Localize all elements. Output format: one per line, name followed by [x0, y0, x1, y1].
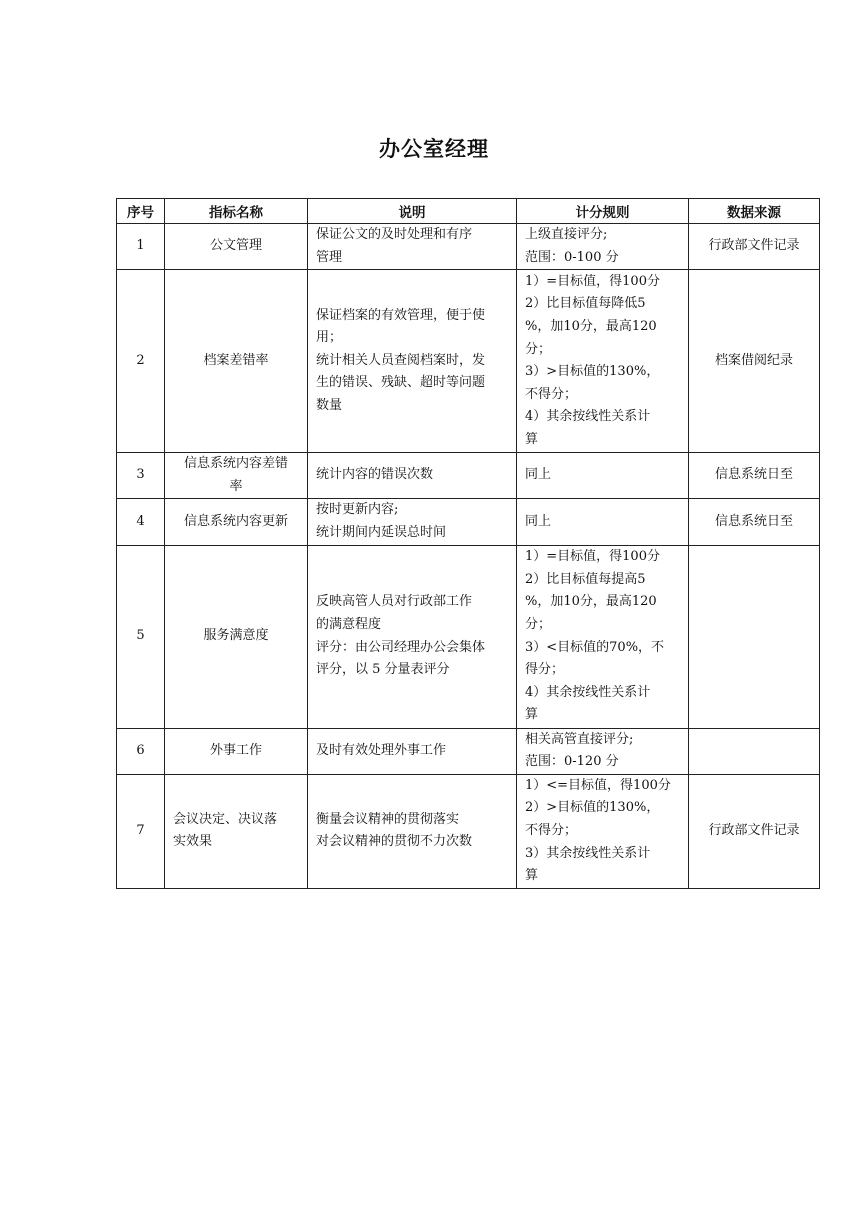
row-scoring-rule: 相关高管直接评分; 范围：0-120 分	[517, 728, 689, 774]
row-scoring-rule: 1）<=目标值，得100分 2）>目标值的130%， 不得分； 3）其余按线性关系计 算	[517, 774, 689, 888]
row-data-source	[689, 728, 820, 774]
row-no: 2	[117, 270, 165, 453]
row-no: 3	[117, 453, 165, 499]
kpi-table	[116, 198, 820, 889]
row-no: 7	[117, 774, 165, 888]
header-name: 指标名称	[165, 199, 308, 224]
row-name: 档案差错率	[165, 270, 308, 453]
table-row	[117, 499, 820, 545]
row-scoring-rule: 上级直接评分; 范围：0-100 分	[517, 224, 689, 270]
row-name: 会议决定、决议落 实效果	[165, 774, 308, 888]
page-title: 办公室经理	[379, 137, 489, 161]
row-description: 保证公文的及时处理和有序 管理	[308, 224, 517, 270]
row-data-source: 行政部文件记录	[689, 224, 820, 270]
table-row	[117, 774, 820, 888]
table-row	[117, 224, 820, 270]
row-no: 5	[117, 545, 165, 728]
row-scoring-rule: 1）=目标值，得100分 2）比目标值每提高5 %，加10分，最高120 分； 3）<目标值的70%，不 得分； 4）其余按线性关系计 算	[517, 545, 689, 728]
row-name: 信息系统内容差错 率	[165, 453, 308, 499]
row-description: 统计内容的错误次数	[308, 453, 517, 499]
header-no: 序号	[117, 199, 165, 224]
row-description: 按时更新内容; 统计期间内延误总时间	[308, 499, 517, 545]
row-scoring-rule: 同上	[517, 453, 689, 499]
row-description: 及时有效处理外事工作	[308, 728, 517, 774]
row-name: 外事工作	[165, 728, 308, 774]
table-row	[117, 728, 820, 774]
table-row	[117, 545, 820, 728]
row-name: 信息系统内容更新	[165, 499, 308, 545]
row-data-source: 信息系统日至	[689, 499, 820, 545]
row-scoring-rule: 同上	[517, 499, 689, 545]
row-data-source: 档案借阅纪录	[689, 270, 820, 453]
row-description: 反映高管人员对行政部工作 的满意程度 评分：由公司经理办公会集体 评分，以 5 分量表评分	[308, 545, 517, 728]
row-data-source: 行政部文件记录	[689, 774, 820, 888]
table-row	[117, 270, 820, 453]
row-scoring-rule: 1）=目标值，得100分 2）比目标值每降低5 %，加10分，最高120 分； 3）>目标值的130%， 不得分； 4）其余按线性关系计 算	[517, 270, 689, 453]
row-description: 保证档案的有效管理，便于使 用； 统计相关人员查阅档案时，发 生的错误、残缺、超时等问题 数量	[308, 270, 517, 453]
header-description: 说明	[308, 199, 517, 224]
row-name: 服务满意度	[165, 545, 308, 728]
table-header-row	[117, 199, 820, 224]
row-no: 4	[117, 499, 165, 545]
row-description: 衡量会议精神的贯彻落实 对会议精神的贯彻不力次数	[308, 774, 517, 888]
row-data-source	[689, 545, 820, 728]
row-name: 公文管理	[165, 224, 308, 270]
header-scoring-rule: 计分规则	[517, 199, 689, 224]
row-no: 1	[117, 224, 165, 270]
row-data-source: 信息系统日至	[689, 453, 820, 499]
row-no: 6	[117, 728, 165, 774]
table-row	[117, 453, 820, 499]
header-data-source: 数据来源	[689, 199, 820, 224]
